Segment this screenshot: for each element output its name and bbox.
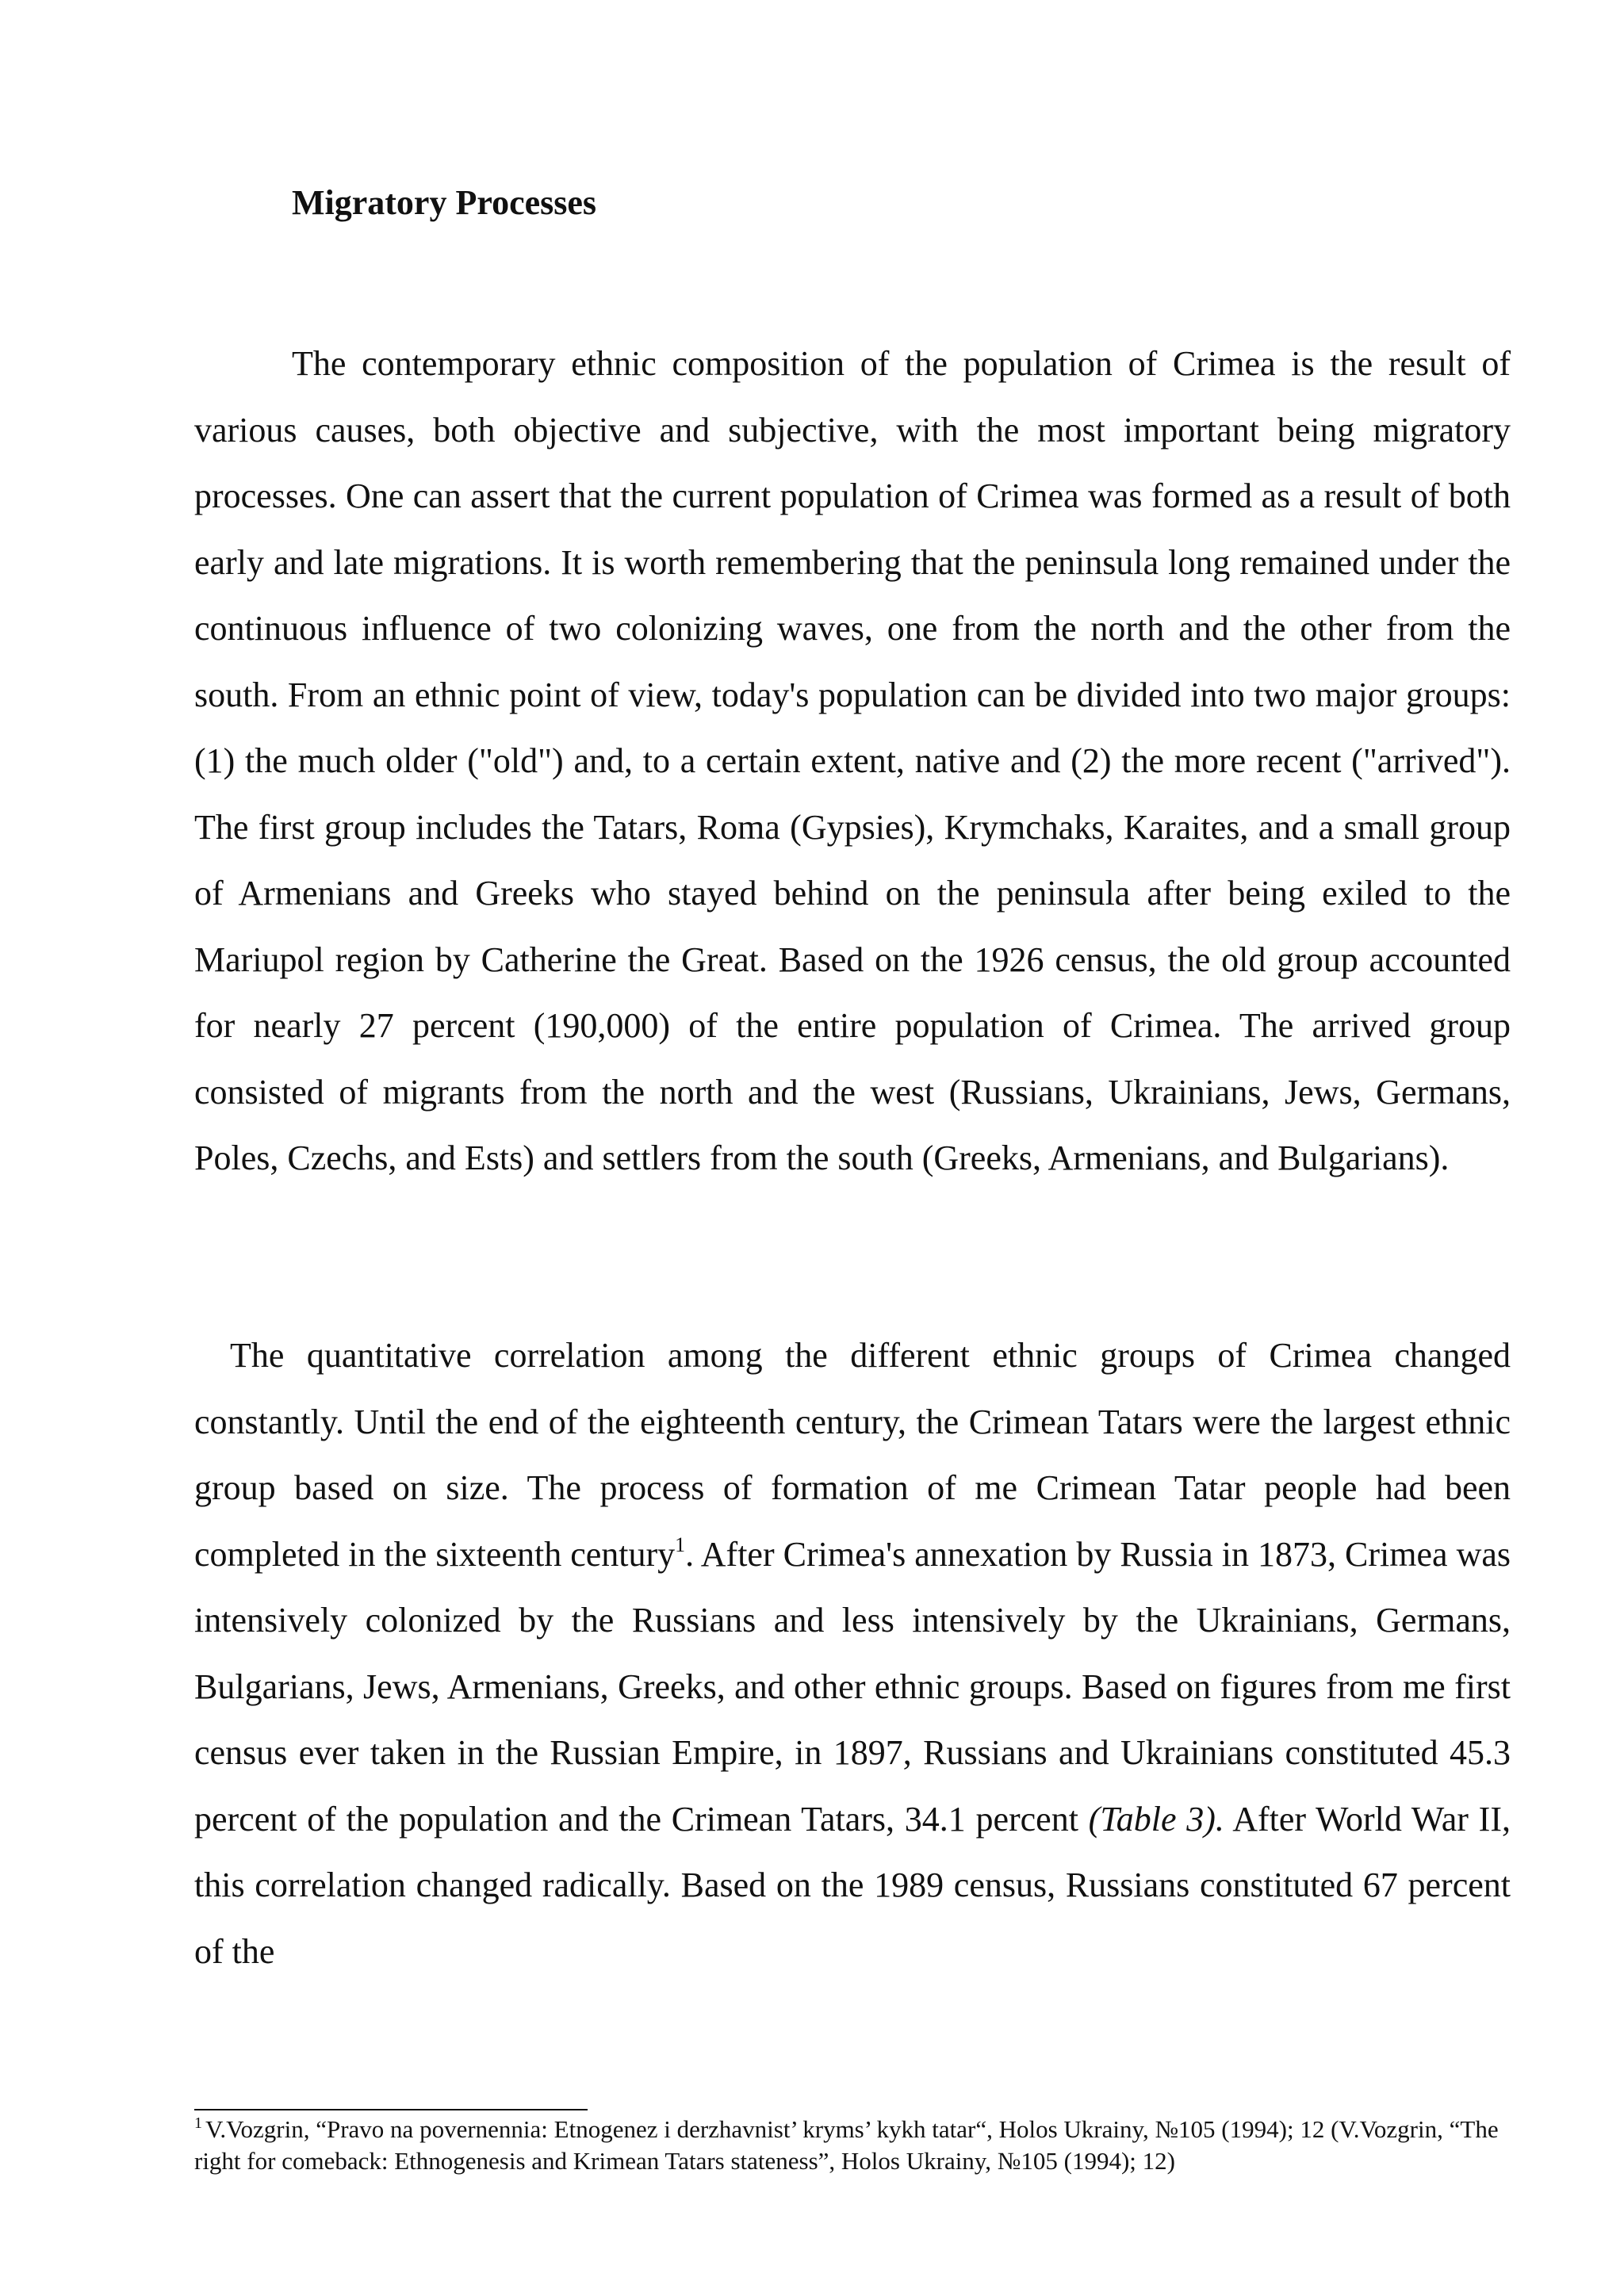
table-reference: (Table 3). [1088,1799,1224,1839]
paragraph-2-part-1: The quantitative correlation among the different ethnic groups of Crimea changed constantly. Until the end of the eighteenth century, the Crimean Tatars were the largest ethnic group based on size. The process of formation of me Crimean Tatar people had been completed in the sixteenth century [194,1336,1511,1574]
body-paragraph-1: The contemporary ethnic composition of the population of Crimea is the result of various causes, both objective and subjective, with the most important being migratory processes. One can assert that the current population of Crimea was formed as a result of both early and late migrations. It is worth remembering that the peninsula long remained under the continuous influence of two colonizing waves, one from the north and the other from the south. From an ethnic point of view, today's population can be divided into two major groups: (1) the much older ("old") and, to a certain extent, native and (2) the more recent ("arrived"). The first group includes the Tatars, Roma (Gypsies), Krymchaks, Karaites, and a small group of Armenians and Greeks who stayed behind on the peninsula after being exiled to the Mariupol region by Catherine the Great. Based on the 1926 census, the old group accounted for nearly 27 percent (190,000) of the entire population of Crimea. The arrived group consisted of migrants from the north and the west (Russians, Ukrainians, Jews, Germans, Poles, Czechs, and Ests) and settlers from the south (Greeks, Armenians, and Bulgarians). [194,344,1511,1177]
body-paragraph-2 [194,1322,1511,1984]
footnote-separator [194,2109,588,2110]
footnote-text: V.Vozgrin, “Pravo na povernennia: Etnogenez i derzhavnist’ kryms’ kykh tatar“, Holos Ukrainy, №105 (1994); 12 (V.Vozgrin, “The right for comeback: Ethnogenesis and Krimean Tatars stateness”, Holos Ukrainy, №105 (1994); 12) [194,2115,1499,2175]
paragraph-2-part-2: . After Crimea's annexation by Russia in 1873, Crimea was intensively colonized by the Russians and less intensively by the Ukrainians, Germans, Bulgarians, Jews, Armenians, Greeks, and other ethnic groups. Based on figures from me first census ever taken in the Russian Empire, in 1897, Russians and Ukrainians constituted 45.3 percent of the population and the Crimean Tatars, 34.1 percent [194,1534,1511,1839]
section-heading: Migratory Processes [292,183,597,222]
footnote [194,2114,1542,2177]
footnote-reference: 1 [675,1533,686,1556]
paragraph-2-part-3: After World War II, this correlation changed radically. Based on the 1989 census, Russians constituted 67 percent of the [194,1799,1511,1971]
footnote-number: 1 [194,2114,202,2132]
